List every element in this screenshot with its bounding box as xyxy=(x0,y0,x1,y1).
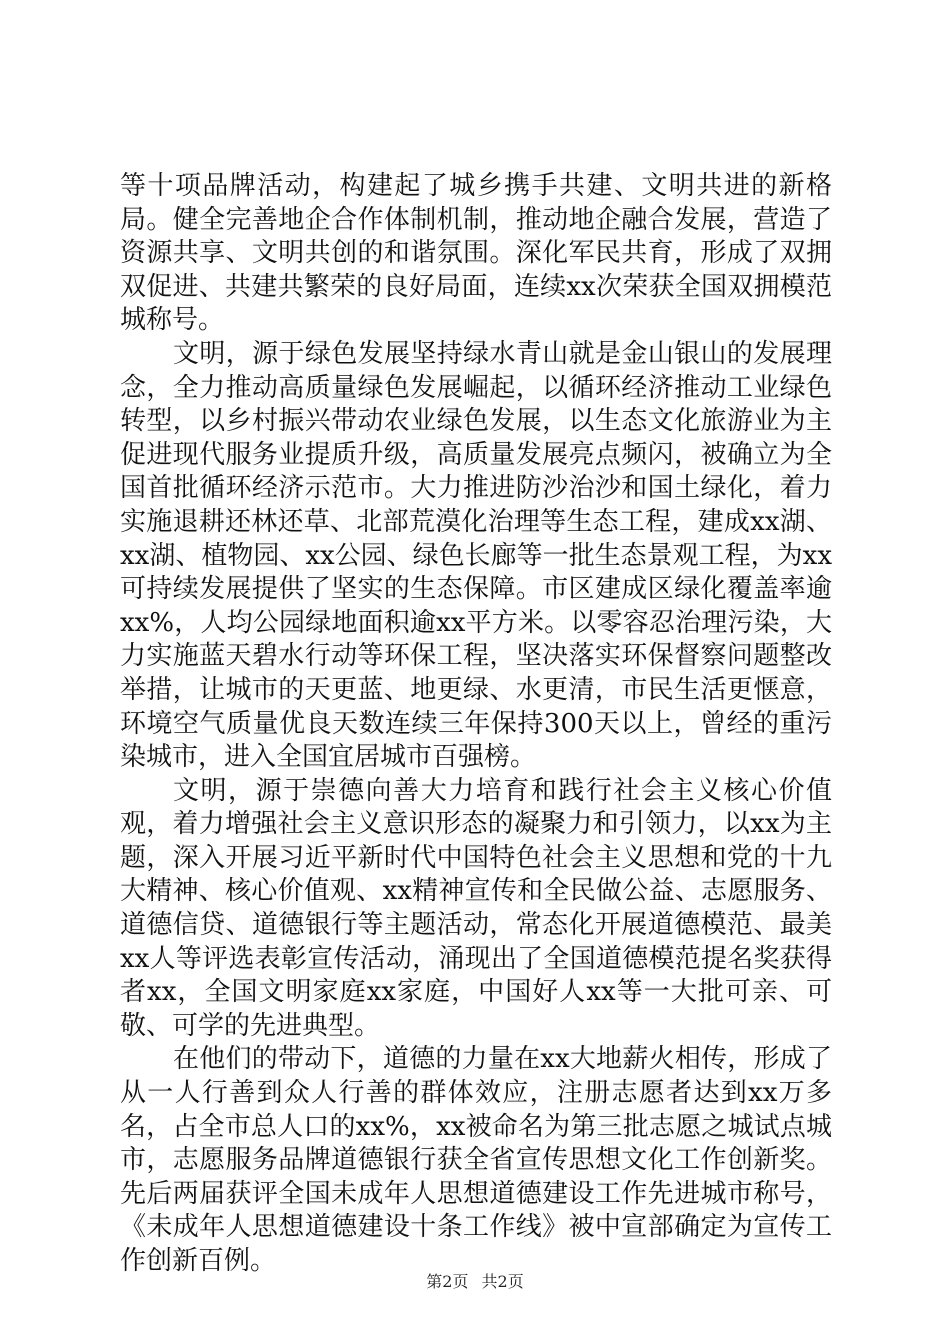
paragraph-4: 在他们的带动下，道德的力量在xx大地薪火相传，形成了从一人行善到众人行善的群体效应，注册志愿者达到xx万多名，占全市总人口的xx%，xx被命名为第三批志愿之城试点城市，志愿服务品牌道德银行获全省宣传思想文化工作创新奖。先后两届获评全国未成年人思想道德建设工作先进城市称号，《未成年人思想道德建设十条工作线》被中宣部确定为宣传工作创新百例。 xyxy=(120,1044,832,1276)
paragraph-1: 等十项品牌活动，构建起了城乡携手共建、文明共进的新格局。健全完善地企合作体制机制，推动地企融合发展，营造了资源共享、文明共创的和谐氛围。深化军民共育，形成了双拥双促进、共建共繁荣的良好局面，连续xx次荣获全国双拥模范城称号。 xyxy=(120,171,832,336)
document-body xyxy=(120,170,832,1279)
paragraph-3: 文明，源于崇德向善大力培育和践行社会主义核心价值观，着力增强社会主义意识形态的凝聚力和引领力，以xx为主题，深入开展习近平新时代中国特色社会主义思想和党的十九大精神、核心价值观、xx精神宣传和全民做公益、志愿服务、道德信贷、道德银行等主题活动，常态化开展道德模范、最美xx人等评选表彰宣传活动，涌现出了全国道德模范提名奖获得者xx，全国文明家庭xx家庭，中国好人xx等一大批可亲、可敬、可学的先进典型。 xyxy=(120,775,832,1041)
paragraph-2: 文明，源于绿色发展坚持绿水青山就是金山银山的发展理念，全力推动高质量绿色发展崛起，以循环经济推动工业绿色转型，以乡村振兴带动农业绿色发展，以生态文化旅游业为主促进现代服务业提质升级，高质量发展亮点频闪，被确立为全国首批循环经济示范市。大力推进防沙治沙和国土绿化，着力实施退耕还林还草、北部荒漠化治理等生态工程，建成xx湖、xx湖、植物园、xx公园、绿色长廊等一批生态景观工程，为xx可持续发展提供了坚实的生态保障。市区建成区绿化覆盖率逾xx%，人均公园绿地面积逾xx平方米。以零容忍治理污染，大力实施蓝天碧水行动等环保工程，坚决落实环保督察问题整改举措，让城市的天更蓝、地更绿、水更清，市民生活更惬意，环境空气质量优良天数连续三年保持300天以上，曾经的重污染城市，进入全国宜居城市百强榜。 xyxy=(120,338,832,773)
page-number: 第2页 xyxy=(426,1272,469,1291)
page-footer xyxy=(0,1272,950,1292)
page-total: 共2页 xyxy=(481,1272,524,1291)
